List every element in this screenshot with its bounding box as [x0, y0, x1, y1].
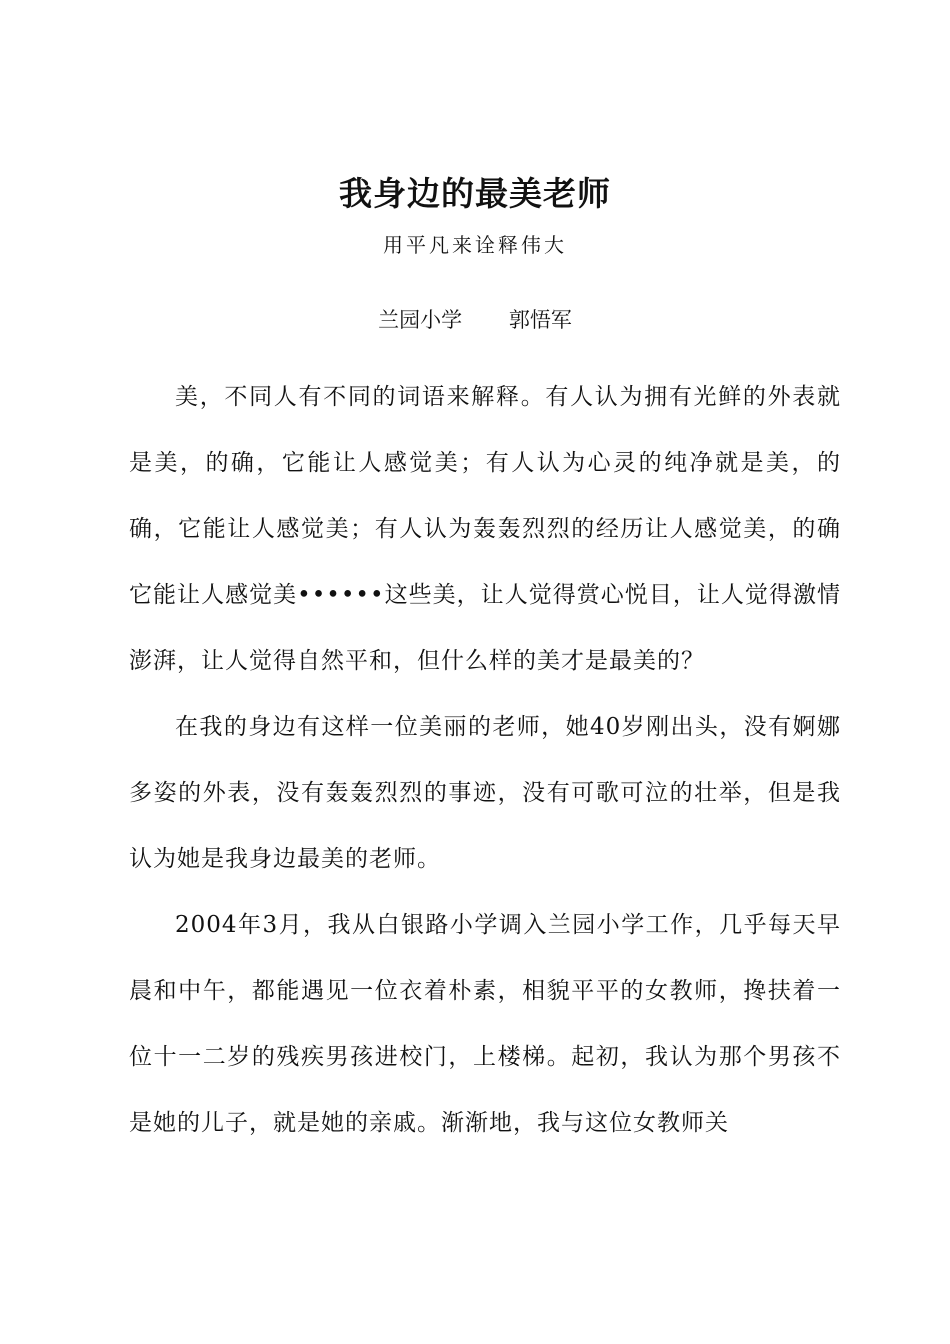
- document-subtitle: 用平凡来诠释伟大: [383, 233, 567, 257]
- document-title: 我身边的最美老师: [339, 174, 611, 213]
- document-body: [129, 364, 841, 1156]
- author-line: [0, 304, 950, 336]
- paragraph-2: 在我的身边有这样一位美丽的老师，她40岁刚出头，没有婀娜多姿的外表，没有轰轰烈烈的事迹，没有可歌可泣的壮举，但是我认为她是我身边最美的老师。: [129, 714, 841, 872]
- school-name: 兰园小学: [378, 308, 463, 332]
- paragraph-1: 美，不同人有不同的词语来解释。有人认为拥有光鲜的外表就是美，的确，它能让人感觉美；有人认为心灵的纯净就是美，的确，它能让人感觉美；有人认为轰轰烈烈的经历让人感觉美，的确它能让人感觉美••••••这些美，让人觉得赏心悦目，让人觉得激情澎湃，让人觉得自然平和，但什么样的美才是最美的？: [129, 384, 841, 674]
- paragraph-3: 2004年3月，我从白银路小学调入兰园小学工作，几乎每天早晨和中午，都能遇见一位衣着朴素，相貌平平的女教师，搀扶着一位十一二岁的残疾男孩进校门，上楼梯。起初，我认为那个男孩不是她的儿子，就是她的亲戚。渐渐地，我与这位女教师关: [129, 912, 841, 1136]
- author-name: 郭悟军: [508, 308, 572, 332]
